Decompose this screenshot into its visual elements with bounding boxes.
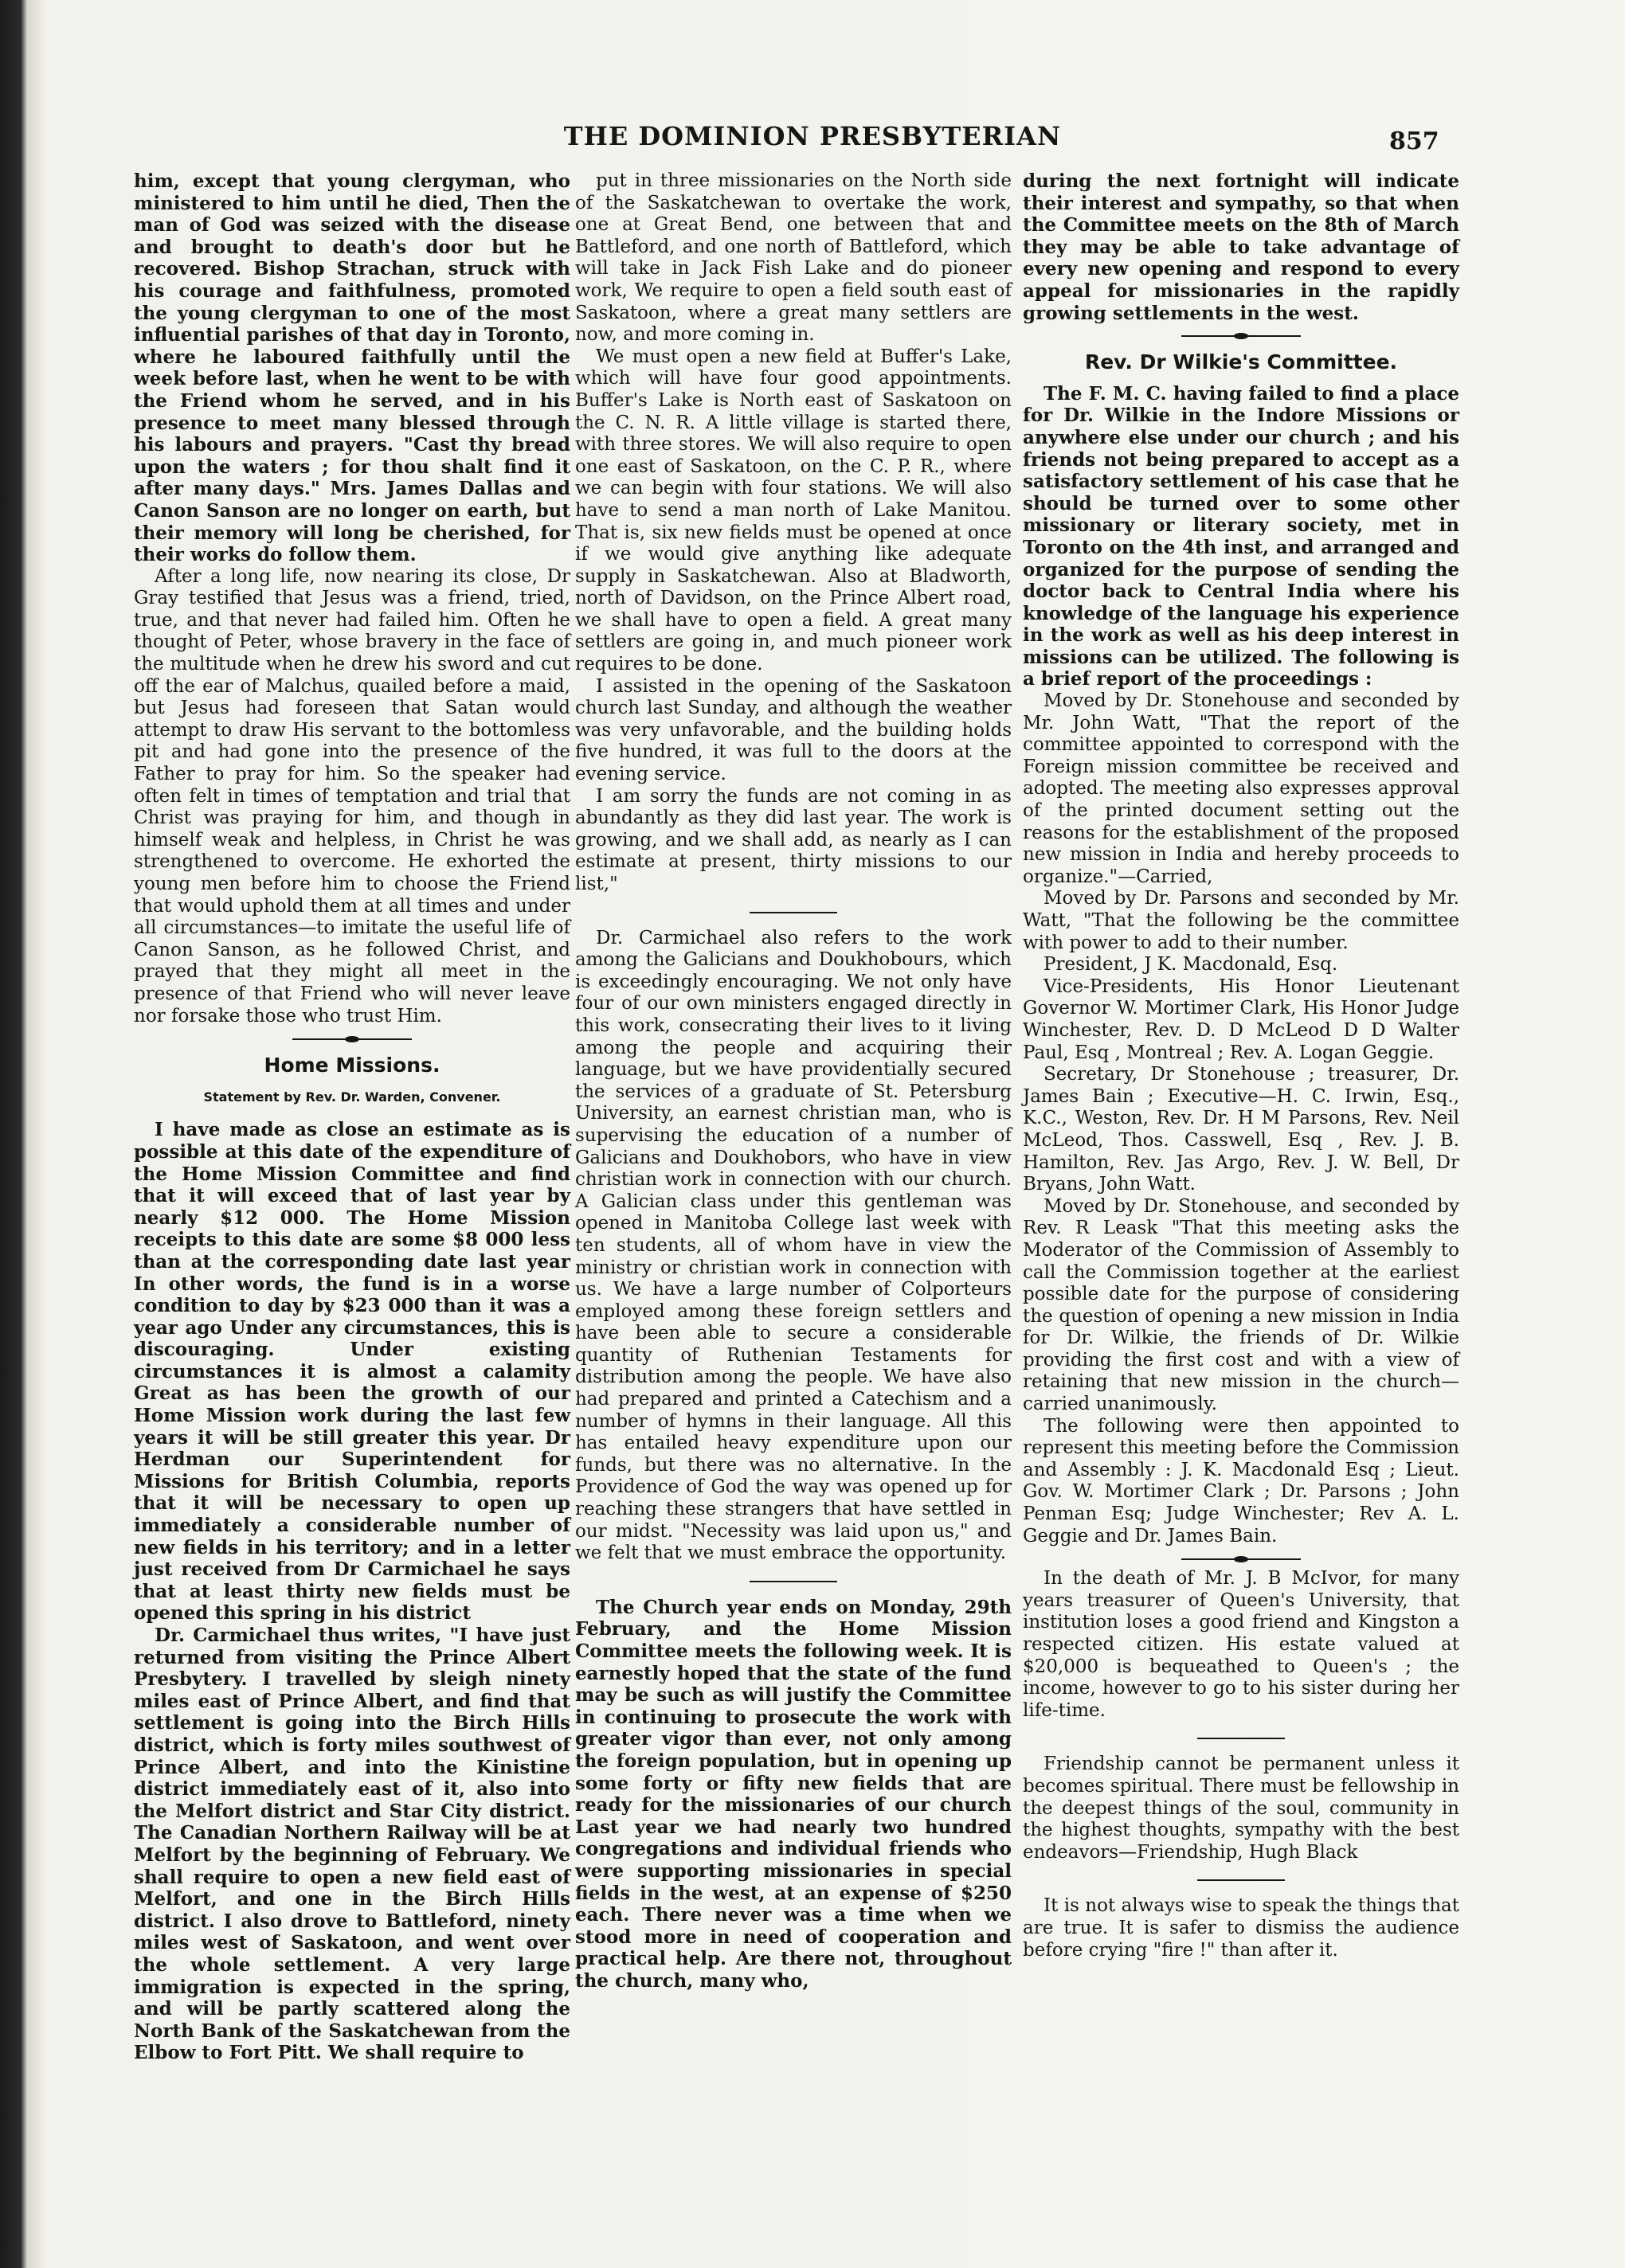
running-title: THE DOMINION PRESBYTERIAN (563, 121, 1062, 151)
paragraph: Secretary, Dr Stonehouse ; treasurer, Dr. James Bain ; Executive—H. C. Irwin, Esq., K.C., Weston, Rev. Dr. H M Parsons, Rev. Neil McLeod, Thos. Casswell, Esq , Rev. J. B. Hamilton, Rev. Jas Argo, Rev. J. W. Bell, Dr Bryans, John Watt. (1023, 1064, 1459, 1195)
paragraph: I assisted in the opening of the Saskatoon church last Sunday, and although the weather was very unfavorable, and the building holds five hundred, it was full to the doors at the evening service. (575, 675, 1012, 785)
section-subheading: Statement by Rev. Dr. Warden, Convener. (203, 1089, 501, 1105)
paragraph: I am sorry the funds are not coming in as abundantly as they did last year. The work is growing, and we shall add, as nearly as I can estimate at present, thirty missions to our list," (575, 785, 1012, 894)
column-1 (134, 170, 570, 2064)
paragraph: The following were then appointed to represent this meeting before the Commission and Assembly : J. K. Macdonald Esq ; Lieut. Gov. W. Mortimer Clark ; Dr. Parsons ; John Penman Esq; Judge Winchester; Rev A. L. Geggie and Dr. James Bain. (1023, 1415, 1459, 1547)
column-2 (575, 170, 1012, 1992)
section-rule (1197, 1879, 1285, 1881)
paragraph: It is not always wise to speak the things that are true. It is safer to dismiss the audience before crying "fire !" than after it. (1023, 1895, 1459, 1961)
paragraph: I have made as close an estimate as is possible at this date of the expenditure of the Home Mission Committee and find that it will exceed that of last year by nearly $12 000. The Home Mission receipts to this date are some $8 000 less than at the corresponding date last year In other words, the fund is in a worse condition to day by $23 000 than it was a year ago Under any circumstances, this is discouraging. Under existing circumstances it is almost a calamity Great as has been the growth of our Home Mission work during the last few years it will be still greater this year. Dr Herdman our Superintendent for Missions for British Columbia, reports that it will be necessary to open up immediately a considerable number of new fields in his territory; and in a letter just received from Dr Carmichael he says that at least thirty new fields must be opened this spring in his district (134, 1119, 570, 1625)
section-heading-wilkie-committee: Rev. Dr Wilkie's Committee. (1084, 350, 1398, 374)
paragraph: Dr. Carmichael also refers to the work among the Galicians and Doukhobours, which is exceedingly encouraging. We not only have four of our own ministers engaged directly in this work, consecrating their lives to it living among the people and acquiring their language, but we have providentially secured the services of a graduate of St. Petersburg University, an earnest christian man, who is supervising the education of a number of Galicians and Doukhobors, who have in view christian work in connection with our church. A Galician class under this gentleman was opened in Manitoba College last week with ten students, all of whom have in view the ministry or christian work in connection with us. We have a large number of Colporteurs employed among these foreign settlers and have been able to secure a considerable quantity of Ruthenian Testaments for distribution among the people. We have also had prepared and printed a Catechism and a number of hymns in their language. All this has entailed heavy expenditure upon our funds, but there was no alternative. In the Providence of God the way was opened up for reaching these strangers that have settled in our midst. "Necessity was laid upon us," and we felt that we must embrace the opportunity. (575, 927, 1012, 1564)
paragraph: Friendship cannot be permanent unless it becomes spiritual. There must be fellowship in the deepest things of the soul, community in the highest thoughts, sympathy with the best endeavors—Friendship, Hugh Black (1023, 1754, 1459, 1863)
paragraph: Vice-Presidents, His Honor Lieutenant Governor W. Mortimer Clark, His Honor Judge Winchester, Rev. D. D McLeod D D Walter Paul, Esq , Montreal ; Rev. A. Logan Geggie. (1023, 976, 1459, 1063)
ornament-divider (1181, 332, 1301, 340)
ornament-divider (1181, 1555, 1301, 1563)
paragraph: After a long life, now nearing its close, Dr Gray testified that Jesus was a friend, tried, true, and that never had failed him. Often he thought of Peter, whose bravery in the face of the multitude when he drew his sword and cut off the ear of Malchus, quailed before a maid, but Jesus had foreseen that Satan would attempt to draw His servant to the bottomless pit and had gone into the presence of the Father to pray for him. So the speaker had often felt in times of temptation and trial that Christ was praying for him, and though in himself weak and helpless, in Christ he was strengthened to overcome. He exhorted the young men before him to choose the Friend that would uphold them at all times and under all circumstances—to imitate the useful life of Canon Sanson, as he followed Christ, and prayed that they might all meet in the presence of that Friend who will never leave nor forsake those who trust Him. (134, 565, 570, 1026)
page-number: 857 (1389, 127, 1439, 155)
section-rule (1197, 1738, 1285, 1739)
paragraph: The Church year ends on Monday, 29th February, and the Home Mission Committee meets the following week. It is earnestly hoped that the state of the fund may be such as will justify the Committee in continuing to prosecute the work with greater vigor than ever, not only among the foreign population, but in opening up some forty or fifty new fields that are ready for the missionaries of our church Last year we had nearly two hundred congregations and individual friends who were supporting missionaries in special fields in the west, at an expense of $250 each. There never was a time when we stood more in need of cooperation and practical help. Are there not, throughout the church, many who, (575, 1596, 1012, 1992)
column-3 (1023, 170, 1459, 1961)
paragraph: The F. M. C. having failed to find a place for Dr. Wilkie in the Indore Missions or anywhere else under our church ; and his friends not being prepared to accept as a satisfactory settlement of his case that he should be turned over to some other missionary or literary society, met in Toronto on the 4th inst, and arranged and organized for the purpose of sending the doctor back to Central India where his knowledge of the language his experience in the work as well as his deep interest in missions can be utilized. The following is a brief report of the proceedings : (1023, 382, 1459, 690)
paragraph: We must open a new field at Buffer's Lake, which will have four good appointments. Buffer's Lake is North east of Saskatoon on the C. N. R. A little village is started there, with three stores. We will also require to open one east of Saskatoon, on the C. P. R., where we can begin with four stations. We will also have to send a man north of Lake Manitou. That is, six new fields must be opened at once if we would give anything like adequate supply in Saskatchewan. Also at Bladworth, north of Davidson, on the Prince Albert road, we shall have to open a field. A great many settlers are going in, and much pioneer work requires to be done. (575, 346, 1012, 675)
paragraph: him, except that young clergyman, who ministered to him until he died, Then the man of God was seized with the disease and brought to death's door but he recovered. Bishop Strachan, struck with his courage and faithfulness, promoted the young clergyman to one of the most influential parishes of that day in Toronto, where he laboured faithfully until the week before last, when he went to be with the Friend whom he served, and in his presence to meet many blessed through his labours and prayers. "Cast thy bread upon the waters ; for thou shalt find it after many days." Mrs. James Dallas and Canon Sanson are no longer on earth, but their memory will long be cherished, for their works do follow them. (134, 170, 570, 566)
section-rule (750, 1581, 837, 1582)
paragraph: President, J K. Macdonald, Esq. (1044, 954, 1338, 976)
paragraph: put in three missionaries on the North side of the Saskatchewan to overtake the work, one at Great Bend, one between that and Battleford, and one north of Battleford, which will take in Jack Fish Lake and do pioneer work, We require to open a field south east of Saskatoon, where a great many settlers are now, and more coming in. (575, 170, 1012, 346)
paragraph: Dr. Carmichael thus writes, "I have just returned from visiting the Prince Albert Presbytery. I travelled by sleigh ninety miles east of Prince Albert, and find that settlement is going into the Birch Hills district, which is forty miles southwest of Prince Albert, and into the Kinistine district immediately east of it, also into the Melfort district and Star City district. The Canadian Northern Railway will be at Melfort by the beginning of February. We shall require to open a new field east of Melfort, and one in the Birch Hills district. I also drove to Battleford, ninety miles west of Saskatoon, and went over the whole settlement. A very large immigration is expected in the spring, and will be partly scattered along the North Bank of the Saskatchewan from the Elbow to Fort Pitt. We shall require to (134, 1625, 570, 2064)
section-rule (750, 912, 837, 913)
paragraph: Moved by Dr. Stonehouse and seconded by Mr. John Watt, "That the report of the committee appointed to correspond with the Foreign mission committee be received and adopted. The meeting also expresses approval of the printed document setting out the reasons for the establishment of the proposed new mission in India and hereby proceeds to organize."—Carried, (1023, 690, 1459, 887)
paragraph: Moved by Dr. Stonehouse, and seconded by Rev. R Leask "That this meeting asks the Moderator of the Commission of Assembly to call the Commission together at the earliest possible date for the purpose of considering the question of opening a new mission in India for Dr. Wilkie, the friends of Dr. Wilkie providing the first cost and with a view of retaining that new mission in the church—carried unanimously. (1023, 1195, 1459, 1415)
section-heading-home-missions: Home Missions. (264, 1054, 441, 1077)
paragraph: In the death of Mr. J. B McIvor, for many years treasurer of Queen's University, that institution loses a good friend and Kingston a respected citizen. His estate valued at $20,000 is bequeathed to Queen's ; the income, however to go to his sister during her life-time. (1023, 1568, 1459, 1721)
paragraph: Moved by Dr. Parsons and seconded by Mr. Watt, "That the following be the committee with power to add to their number. (1023, 888, 1459, 953)
ornament-divider (292, 1035, 412, 1043)
paragraph: during the next fortnight will indicate their interest and sympathy, so that when the Committee meets on the 8th of March they may be able to take advantage of every new opening and respond to every appeal for missionaries in the rapidly growing settlements in the west. (1023, 170, 1459, 324)
